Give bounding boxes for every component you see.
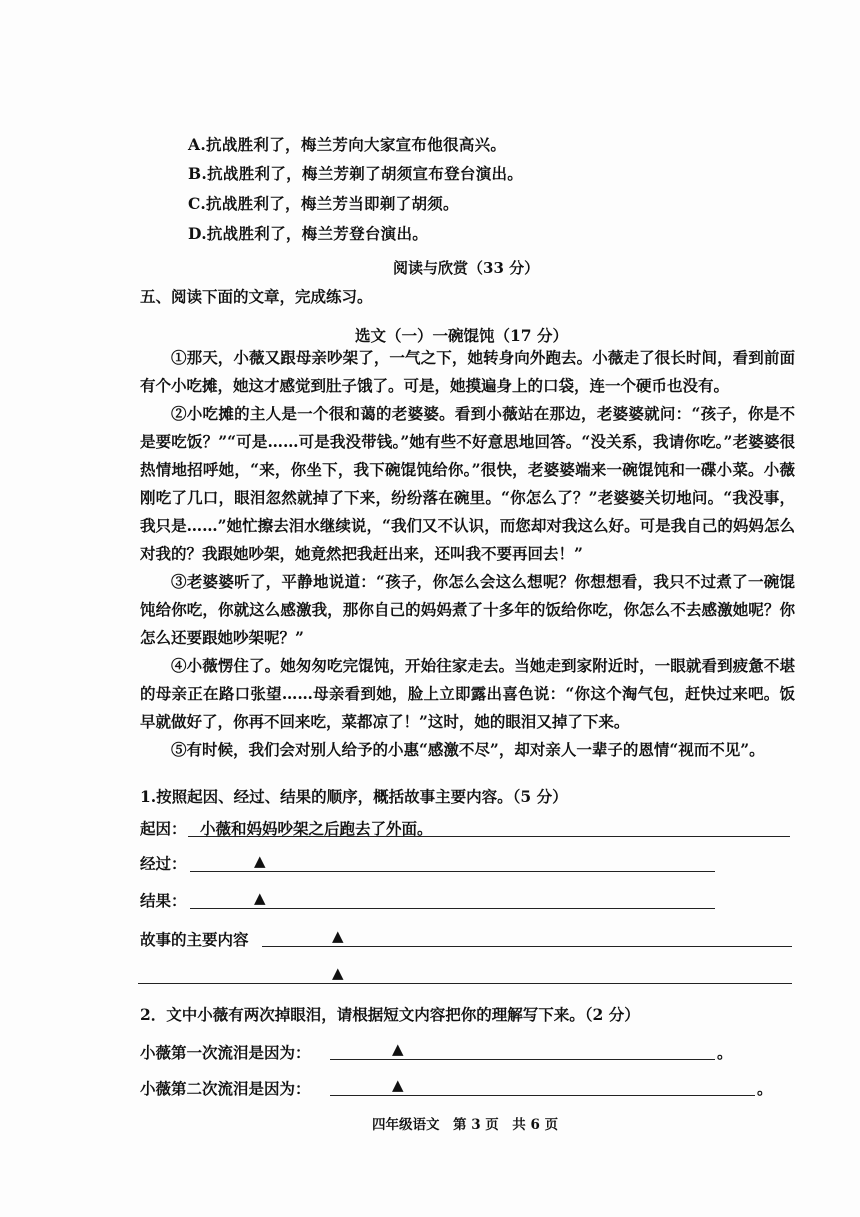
question-2: 2．文中小薇有两次掉眼泪，请根据短文内容把你的理解写下来。（2 分） (140, 1005, 640, 1024)
first-tears-period: 。 (717, 1043, 733, 1062)
cause-answer: 小薇和妈妈吵架之后跑去了外面。 (200, 819, 433, 838)
process-label: 经过： (140, 854, 187, 873)
second-tears-line[interactable] (330, 1095, 755, 1096)
answer-marker-icon: ▲ (254, 852, 266, 870)
option-a: A.抗战胜利了，梅兰芳向大家宣布他很高兴。 (188, 135, 507, 154)
answer-marker-icon: ▲ (332, 964, 344, 982)
paragraph-5: ⑤有时候，我们会对别人给予的小惠“感激不尽”，却对亲人一辈子的恩情“视而不见”。 (171, 740, 765, 759)
result-label: 结果： (140, 891, 187, 910)
option-c: C.抗战胜利了，梅兰芳当即剃了胡须。 (188, 194, 459, 213)
option-b: B.抗战胜利了，梅兰芳剃了胡须宣布登台演出。 (188, 164, 524, 183)
section-heading: 阅读与欣赏（33 分） (393, 259, 540, 277)
main-content-label: 故事的主要内容 (140, 930, 249, 949)
first-tears-line[interactable] (330, 1059, 715, 1060)
first-tears-label: 小薇第一次流泪是因为： (140, 1043, 311, 1062)
second-tears-label: 小薇第二次流泪是因为： (140, 1079, 311, 1098)
paragraph-3: ③老婆婆听了，平静地说道：“孩子，你怎么会这么想呢？你想想看，我只不过煮了一碗馄饨给你吃，你就这么感激我，那你自己的妈妈煮了十多年的饭给你吃，你怎么不去感激她呢？你怎么还要跟她吵架呢？” (140, 572, 795, 647)
passage-body (140, 344, 795, 764)
answer-marker-icon: ▲ (392, 1076, 404, 1094)
paragraph-2: ②小吃摊的主人是一个很和蔼的老婆婆。看到小薇站在那边，老婆婆就问：“孩子，你是不是要吃饭？”“可是……可是我没带钱。”她有些不好意思地回答。“没关系，我请你吃。”老婆婆很热情地招呼她，“来，你坐下，我下碗馄饨给你。”很快，老婆婆端来一碗馄饨和一碟小菜。小薇刚吃了几口，眼泪忽然就掉了下来，纷纷落在碗里。“你怎么了？”老婆婆关切地问。“我没事，我只是……”她忙擦去泪水继续说，“我们又不认识，而您却对我这么好。可是我自己的妈妈怎么对我的？我跟她吵架，她竟然把我赶出来，还叫我不要再回去！” (140, 404, 795, 563)
question-1: 1.按照起因、经过、结果的顺序，概括故事主要内容。（5 分） (140, 787, 568, 806)
cause-label: 起因： (140, 819, 187, 838)
part-title: 五、阅读下面的文章，完成练习。 (140, 287, 373, 306)
option-d: D.抗战胜利了，梅兰芳登台演出。 (188, 224, 429, 243)
cause-answer-line[interactable] (188, 836, 790, 837)
answer-marker-icon: ▲ (332, 927, 344, 945)
result-answer-line[interactable] (190, 908, 715, 909)
second-tears-period: 。 (757, 1079, 773, 1098)
process-answer-line[interactable] (190, 871, 715, 872)
answer-marker-icon: ▲ (392, 1040, 404, 1058)
main-content-line-1[interactable] (262, 946, 792, 947)
page-footer: 四年级语文 第 3 页 共 6 页 (372, 1117, 559, 1133)
passage-title: 选文（一）一碗馄饨（17 分） (355, 326, 568, 345)
paragraph-4: ④小薇愣住了。她匆匆吃完馄饨，开始往家走去。当她走到家附近时，一眼就看到疲惫不堪的母亲正在路口张望……母亲看到她，脸上立即露出喜色说：“你这个淘气包，赶快过来吧。饭早就做好了，你再不回来吃，菜都凉了！”这时，她的眼泪又掉了下来。 (140, 656, 795, 731)
answer-marker-icon: ▲ (254, 889, 266, 907)
paragraph-1: ①那天，小薇又跟母亲吵架了，一气之下，她转身向外跑去。小薇走了很长时间，看到前面有个小吃摊，她这才感觉到肚子饿了。可是，她摸遍身上的口袋，连一个硬币也没有。 (140, 348, 795, 395)
main-content-line-2[interactable] (138, 983, 792, 984)
